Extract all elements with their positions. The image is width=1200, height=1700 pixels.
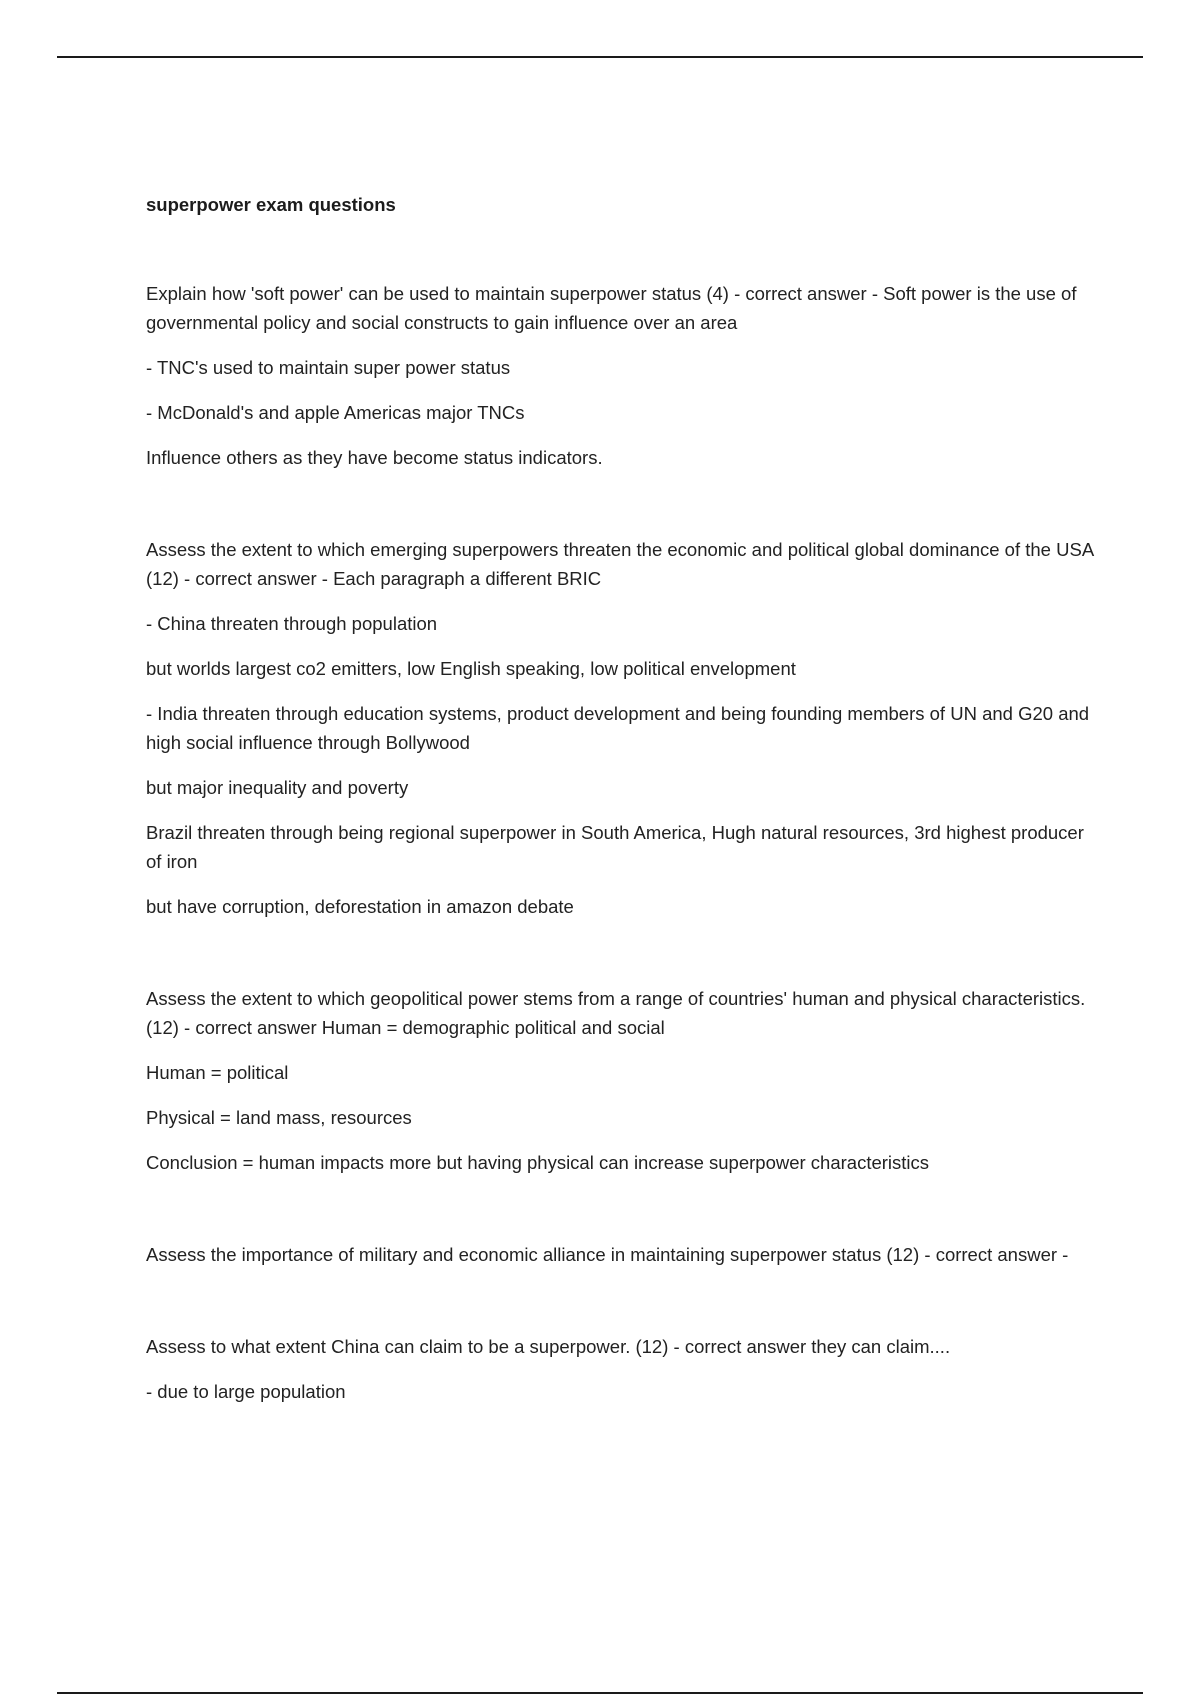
answer-line: but major inequality and poverty — [146, 777, 409, 798]
question-block-1 — [146, 279, 1096, 472]
bottom-rule — [57, 1692, 1143, 1694]
answer-line: Brazil threaten through being regional superpower in South America, Hugh natural resources, 3rd highest producer of iron — [146, 822, 1084, 872]
answer-line: - China threaten through population — [146, 613, 438, 634]
answer-line: Human = political — [146, 1062, 289, 1083]
answer-line: - due to large population — [146, 1381, 346, 1402]
question-3-text: Assess the extent to which geopolitical power stems from a range of countries' human and physical characteristics. (12) - correct answer Human = demographic political and social — [146, 988, 1086, 1038]
answer-line: but have corruption, deforestation in amazon debate — [146, 896, 574, 917]
document-title: superpower exam questions — [146, 194, 396, 215]
question-2-text: Assess the extent to which emerging superpowers threaten the economic and political global dominance of the USA (12) - correct answer - Each paragraph a different BRIC — [146, 539, 1094, 589]
answer-line: - TNC's used to maintain super power status — [146, 357, 511, 378]
answer-line: - McDonald's and apple Americas major TNCs — [146, 402, 525, 423]
question-block-3 — [146, 984, 1096, 1177]
document-body — [146, 193, 1096, 1469]
answer-line: - India threaten through education systems, product development and being founding members of UN and G20 and high social influence through Bollywood — [146, 703, 1090, 753]
answer-line: but worlds largest co2 emitters, low English speaking, low political envelopment — [146, 658, 796, 679]
question-5-text: Assess to what extent China can claim to be a superpower. (12) - correct answer they can claim.... — [146, 1336, 951, 1357]
question-block-5 — [146, 1332, 1096, 1406]
question-4-text: Assess the importance of military and economic alliance in maintaining superpower status (12) - correct answer - — [146, 1244, 1069, 1265]
question-1-text: Explain how 'soft power' can be used to maintain superpower status (4) - correct answer - Soft power is the use of governmental policy and social constructs to gain influence over an area — [146, 283, 1077, 333]
question-block-4 — [146, 1240, 1096, 1269]
answer-line: Conclusion = human impacts more but having physical can increase superpower characteristics — [146, 1152, 930, 1173]
answer-line: Influence others as they have become status indicators. — [146, 447, 603, 468]
question-block-2 — [146, 535, 1096, 921]
top-rule — [57, 56, 1143, 58]
answer-line: Physical = land mass, resources — [146, 1107, 412, 1128]
